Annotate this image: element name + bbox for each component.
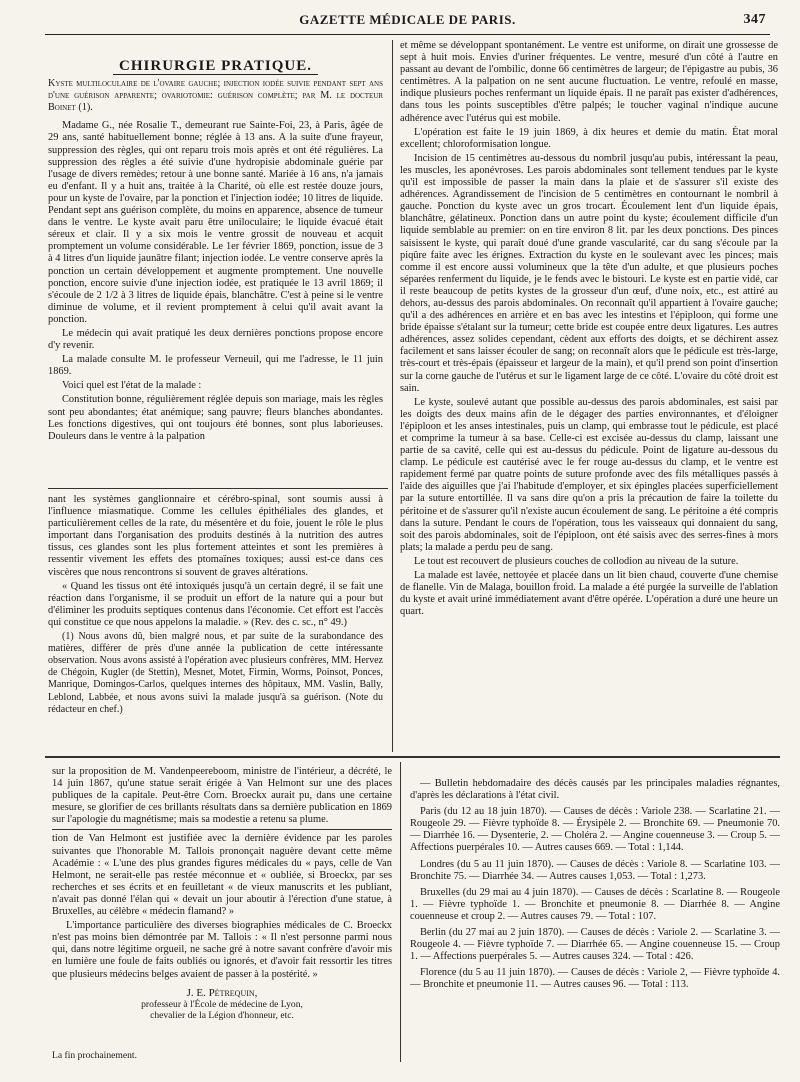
paragraph: Le médecin qui avait pratiqué les deux dernières ponctions propose encore d'y revenir. xyxy=(48,327,383,352)
mortality-stat: Florence (du 5 au 11 juin 1870). — Causes de décès : Variole 2, — Fièvre typhoïde 4. — Bronchite et pneumonie 11. — Autres causes 96. — Total : 113. xyxy=(410,967,780,991)
divider xyxy=(52,829,392,830)
paragraph: — Bulletin hebdomadaire des décès causés par les principales maladies régnantes, d'après les déclarations à l'état civil. xyxy=(410,778,780,802)
paragraph: Incision de 15 centimètres au-dessous du nombril jusqu'au pubis, intéressant la peau, les muscles, les aponévroses. Les parois abdominales sont tellement tendues par le kyste qu'il est impossible de passer la main dans la plaie et de s'assurer s'il existe des adhérences. Agrandissement de l'incision de 5 centimètres en contournant le nombril à gauche. Ponction du kyste avec un gros trocart. Écoulement lent d'un liquide épais, blanchâtre, gélatineux. Ponction dans un autre point du kyste; écoulement difficile d'un liquide semblable au premier: on en tire environ 8 lit. par les deux ponctions. Des pinces saisissent le kyste, qui paraît doué d'une grande vascularité, car du sang s'écoule par la piqûre faite avec les érignes. Extraction du kyste en le soulevant avec les pinces; mais comme il est encore aussi volumineux que la tête d'un adulte, et que plusieurs poches séparées renferment du liquide, je le fends avec le bistouri. Le kyste est en partie vidé, car il reste beaucoup de petits kystes de la grosseur d'un œuf, d'une noix, etc., est attiré au dehors, au-dessus des parois abdominales. On reconnaît qu'il appartient à l'ovaire gauche; qu'il a des adhérences en arrière et en bas avec les intestins et l'épiploon, qui forme une bride épaisse s'étalant sur la tumeur; cette bride est coupée entre deux ligatures. Les autres adhérences, assez solides cependant, cèdent aux efforts des doigts, et se déchirent assez facilement et sans laisser écouler de sang; on reconnaît alors que le pédicule est très-large, très-court et très-épais (épaisseur et largeur de la main), et qu'il prend son point d'insertion sur la corne gauche de l'utérus et sur le ligament large de ce côté. L'ovaire du côté droit est sain. xyxy=(400,152,778,394)
paragraph: Le kyste, soulevé autant que possible au-dessus des parois abdominales, est saisi par les doigts des deux mains afin de le dégager des parties environnantes, et d'éloigner l'épiploon et les anses intestinales, puis un clamp, qui embrasse tout le pédicule, est placé et comprime la tumeur à sa base. Celle-ci est excisée au-dessus du clamp, laissant une partie de sa cavité, celle qui est au-dessus du pédicule. Point de ligature au-dessous du clamp. Le pédicule est cautérisé avec le fer rouge au-dessus du clamp, et le ventre est rapidement fermé par quatre points de suture profonde avec des fils métalliques passés à l'aide des aiguilles que j'ai l'habitude d'employer, et six épingles placées superficiellement par la suture entortillée. Il va sans dire qu'on a pris la précaution de faire la toilette du péritoine et de s'assurer qu'il n'existe aucun écoulement de sang. Le péritoine a été compris dans la suture. Pendant le cours de l'opération, tous les vaisseaux qui donnaient du sang, soit des parois abdominales, soit de l'épiploon, ont été saisis avec des serres-fines à mors plats; la malade a perdu peu de sang. xyxy=(400,396,778,553)
paragraph: Voici quel est l'état de la malade : xyxy=(62,380,202,392)
author-signature: J. E. Pétrequin, xyxy=(186,986,258,999)
column-rule xyxy=(400,762,401,1062)
divider xyxy=(45,756,780,758)
section-title: CHIRURGIE PRATIQUE. xyxy=(48,60,383,72)
paragraph: La malade consulte M. le professeur Verneuil, qui me l'adresse, le 11 juin 1869. xyxy=(48,354,383,378)
paragraph: La malade est lavée, nettoyée et placée dans un lit bien chaud, couverte d'une chemise de flanelle. Vin de Malaga, bouillon froid. La malade a été purgée la surveille de l'ablation du kyste et avait uriné immédiatement avant d'être opérée. L'opération a duré une heure un quart. xyxy=(400,570,778,618)
paragraph: sur la proposition de M. Vandenpeereboom, ministre de l'intérieur, a décrété, le 14 juin 1867, qu'une statue serait érigée à Van Helmont sur une des places publiques de la capitale. Peut-être Corn. Broeckx aurait pu, dans une certaine mesure, se glorifier de ces brillants résultats dans sa dernière publication en 1869 sur l'apologie du magnétisme; mais sa modestie a retenu sa plume. xyxy=(52,766,392,826)
paragraph: « Quand les tissus ont été intoxiqués jusqu'à un certain degré, il se fait une réaction dans l'organisme, il se produit un effort de la nature qui a pour but d'éliminer les produits septiques contenus dans l'économie. Cet effort est l'accès qui constitue ce que nous appelons la maladie. » (Rev. des c. sc., n° 49.) xyxy=(48,580,383,628)
right-top-column xyxy=(400,40,778,750)
mortality-stat: Londres (du 5 au 11 juin 1870). — Causes de décès : Variole 8. — Scarlatine 103. — Bronchite 75. — Diarrhée 34. — Autres causes 1,053. — Total : 1,273. xyxy=(410,858,780,882)
mortality-stat: Bruxelles (du 29 mai au 4 juin 1870). — Causes de décès : Scarlatine 8. — Rougeole 1. — Fièvre typhoïde 1. — Bronchite et pneumonie 8. — Diarrhée 8. — Angine couenneuse et croup 2. — Autres causes 79. — Total : 107. xyxy=(410,886,780,922)
continued-note: La fin prochainement. xyxy=(52,1050,137,1061)
page-number: 347 xyxy=(743,12,766,27)
paragraph: Constitution bonne, régulièrement réglée depuis son mariage, mais les règles sont peu abondantes; état anémique; sang pauvre; fleurs blanches abondantes. Les fonctions digestives, qui ont toujours été bonnes, sont plus laborieuses. Douleurs dans le ventre à la palpation xyxy=(48,394,383,442)
article-subtitle: Kyste multiloculaire de l'ovaire gauche; injection iodée suivie pendant sept ans d'une guérison apparente; ovariotomie: guérison complète; par M. le docteur Boinet (1). xyxy=(48,78,383,114)
footnote: (1) Nous avons dû, bien malgré nous, et par suite de la surabondance des matières, différer de près d'une année la publication de cette intéressante observation. Nous avons assisté à l'opération avec plusieurs confrères, MM. Hervez de Chégoin, Kugler (de Stettin), Mesnet, Motet, Firmin, Worms, Poinsot, Ponces, Manrique, Domingos-Carlos, quelques internes des hôpitaux, MM. Vaslin, Bally, Leblond, Labbée, et nous avons suivi la malade jusqu'à sa guérison. (Note du rédacteur en chef.) xyxy=(48,631,383,715)
mortality-stat: Paris (du 12 au 18 juin 1870). — Causes de décès : Variole 238. — Scarlatine 21. — Rougeole 29. — Fièvre typhoïde 8. — Érysipèle 2. — Bronchite 69. — Pneumonie 70. — Diarrhée 16. — Dysenterie, 2. — Choléra 2. — Angine couenneuse 3. — Croup 5. — Affections puerpérales 10. — Autres causes 669. — Total : 1,144. xyxy=(410,806,780,854)
left-top-column xyxy=(48,50,383,480)
left-mid-column xyxy=(48,494,383,748)
paragraph: L'opération est faite le 19 juin 1869, à dix heures et demie du matin. État moral excellent; chloroformisation longue. xyxy=(400,126,778,150)
mortality-stat: Berlin (du 27 mai au 2 juin 1870). — Causes de décès : Variole 2. — Scarlatine 3. — Rougeole 4. — Fièvre typhoïde 7. — Diarrhée 65. — Angine couenneuse 15. — Croup 1. — Affections puerpérales 5. — Autres causes 324. — Total : 426. xyxy=(410,927,780,963)
running-header xyxy=(45,12,770,35)
author-title: professeur à l'École de médecine de Lyon, xyxy=(141,998,303,1010)
paragraph: Madame G., née Rosalie T., demeurant rue Sainte-Foi, 23, à Paris, âgée de 29 ans, santé habituellement bonne; réglée à 13 ans. A la suite d'une frayeur, suppression des règles, qui ont reparu trois mois après et ont été régulières. La suppression des règles a été suivie d'une hydropisie abdominale guérie par l'usage de divers remèdes; retour à une bonne santé. Mariée à 16 ans, n'a jamais eu d'enfant. Il y a huit ans, traitée à la Charité, où elle est restée douze jours, pour un kyste de l'ovaire, par la ponction et l'injection iodée; 10 litres de liquide. Pendant sept ans guérison complète, du moins en apparence, absence de tumeur dans le ventre. Le kyste avait paru être uniloculaire; le liquide évacué était séreux et clair. Il y a six mois le ventre grossit de nouveau et acquit promptement un volume considérable. Le 1er février 1869, ponction, issue de 3 à 4 litres d'un liquide jaunâtre filant; injection iodée. Le ventre conserve après la ponction un certain développement et augmente promptement. Une nouvelle ponction, encore suivie d'une injection iodée, est pratiquée le 13 avril 1869; il s'écoule de 2 1/2 à 3 litres de liquide épais, blanchâtre. C'est à peine si le ventre diminue de volume, et il revient promptement à celui qu'il avait avant la ponction. xyxy=(48,120,383,325)
paragraph: L'importance particulière des diverses biographies médicales de C. Broeckx n'est pas moins bien démontrée par M. Tallois : « Il n'est personne parmi nous qui, dans notre légitime orgueil, ne sache gré à notre savant confrère d'avoir mis en lumière une foule de faits oubliés ou ignorés, et d'avoir fait ressortir les titres que plusieurs médecins belges avaient de passer à la postérité. » xyxy=(52,920,392,980)
paragraph: nant les systèmes ganglionnaire et cérébro-spinal, sont soumis aussi à l'influence miasmatique. Comme les cellules épithéliales des glandes, et particulièrement celles de la rate, du mésentère et du foie, jouent le rôle le plus important dans l'organisation des produits destinés à la nutrition des autres tissus, ces glandes sont les plus fortement atteintes et sont les premières à ressentir vivement les effets des ptomaïnes toxiques; aussi est-ce dans ces viscères que nous rencontrons si souvent de graves altérations. xyxy=(48,494,383,578)
paragraph: et même se développant spontanément. Le ventre est uniforme, on dirait une grossesse de sept à huit mois. Envies d'uriner fréquentes. Le ventre, mesuré d'un côté à l'autre en passant au devant de l'ombilic, donne 66 centimètres de largeur; de l'épigastre au pubis, 36 centimètres. A la palpation on ne sent aucune fluctuation. Le ventre, refoulé en masse, indique plusieurs poches renfermant un liquide épais. Il ne paraît pas exister d'adhérences, dans tous les points susceptibles d'être palpés; le toucher vaginal n'indique aucune adhérence avec l'utérus qui est mobile. xyxy=(400,40,778,124)
journal-title: GAZETTE MÉDICALE DE PARIS. xyxy=(299,12,516,27)
column-rule xyxy=(392,40,393,752)
author-honor: chevalier de la Légion d'honneur, etc. xyxy=(150,1009,294,1021)
paragraph: Le tout est recouvert de plusieurs couches de collodion au niveau de la suture. xyxy=(414,555,739,567)
bottom-left-column xyxy=(52,766,392,1046)
divider xyxy=(48,488,388,489)
bottom-right-column xyxy=(410,778,780,1063)
paragraph: tion de Van Helmont est justifiée avec la dernière évidence par les paroles suivantes que l'honorable M. Tallois prononçait naguère devant cette même Académie : « L'une des plus grandes figures médicales du « pays, celle de Van Helmont, ne serait-elle pas restée méconnue et « oubliée, si Broeckx, par ses recherches et ses écrits et en feuilletant « de vieux manuscrits et les publiant, n'avait pas donné l'élan qui « devait un jour aboutir à l'érection d'une statue, à Bruxelles, au célèbre « médecin flamand? » xyxy=(52,833,392,918)
